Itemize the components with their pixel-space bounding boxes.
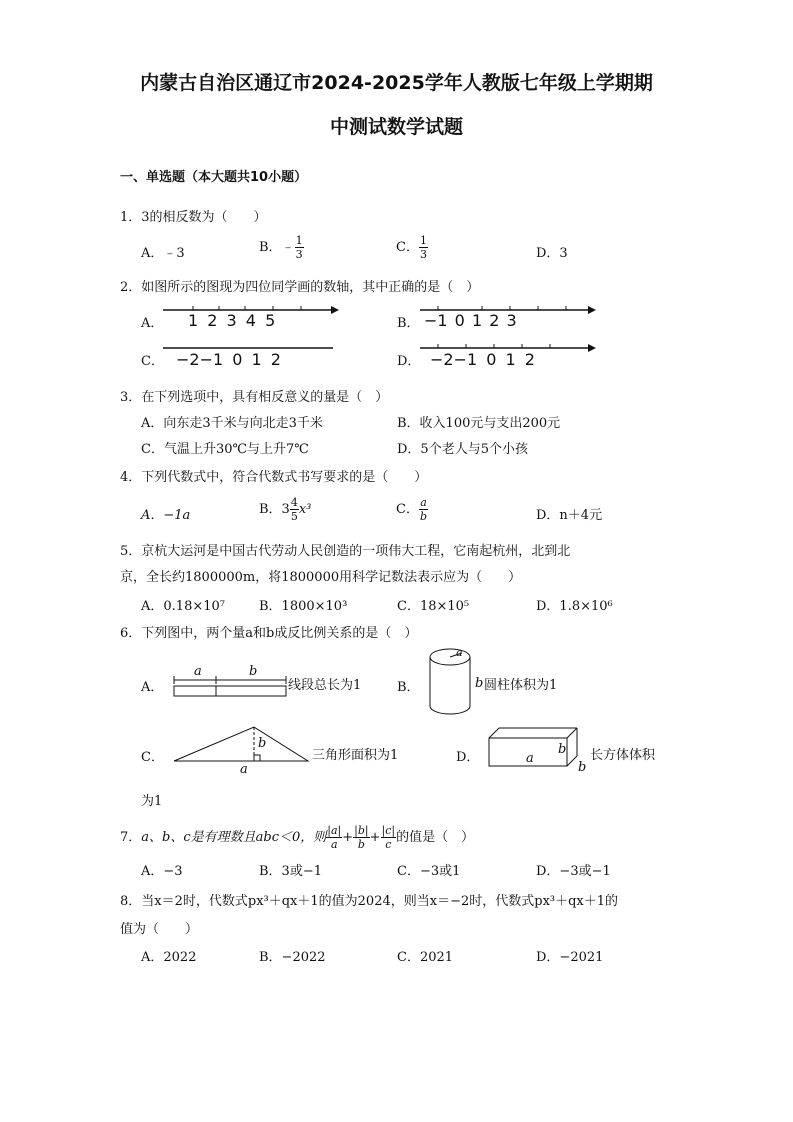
- section-heading: 一、单选题（本大题共10小题）: [120, 170, 308, 185]
- q8-option-b: B．−2022: [259, 950, 326, 965]
- cuboid-label-b2: b: [578, 760, 587, 775]
- q2-labels-c: −2−1 0 1 2: [176, 350, 281, 369]
- q6-stem: 6．下列图中，两个量a和b成反比例关系的是（ ）: [120, 626, 418, 641]
- q1-option-b: B．﹣ $\frac{1}{3}$: [259, 234, 303, 261]
- q8-option-d: D．−2021: [536, 950, 604, 965]
- q2-option-d: D．: [397, 354, 421, 369]
- q8-line2: 值为（ ）: [120, 922, 199, 937]
- cylinder-label-b: b: [475, 676, 484, 691]
- q6-option-b-text: 圆柱体积为1: [484, 678, 558, 693]
- q1-option-a: A．﹣3: [141, 246, 185, 261]
- q6-option-a: A．: [141, 680, 164, 695]
- page-title-line1: 内蒙古自治区通辽市2024-2025学年人教版七年级上学期期: [140, 72, 653, 94]
- q4-stem: 4．下列代数式中，符合代数式书写要求的是（ ）: [120, 470, 428, 485]
- q7-option-b: B．3或−1: [259, 864, 322, 879]
- q2-option-c: C．: [141, 354, 164, 369]
- q6-option-c: C．: [141, 750, 164, 765]
- triangle-diagram: [174, 724, 314, 764]
- q2-option-a: A．: [141, 316, 164, 331]
- q5-option-a: A．0.18×10⁷: [141, 599, 225, 614]
- q8-option-c: C．2021: [397, 950, 454, 965]
- segment-label-a: a: [194, 664, 202, 679]
- cylinder-label-a: a: [456, 646, 463, 659]
- cuboid-label-b1: b: [558, 742, 567, 757]
- q6-option-d-text2: 为1: [141, 794, 163, 809]
- q6-option-d: D．: [456, 750, 480, 765]
- segment-label-b: b: [249, 664, 258, 679]
- q5-line2: 京，全长约1800000m，将1800000用科学记数法表示应为（ ）: [120, 570, 522, 585]
- q6-option-c-text: 三角形面积为1: [312, 748, 399, 763]
- cuboid-label-a: a: [526, 751, 534, 766]
- q2-labels-a: 1 2 3 4 5: [188, 311, 276, 330]
- q1-option-c: C． $\frac{1}{3}$: [396, 234, 427, 261]
- q3-option-a: A．向东走3千米与向北走3千米: [141, 416, 323, 431]
- q5-option-d: D．1.8×10⁶: [536, 599, 613, 614]
- q8-line1: 8．当x＝2时，代数式px³＋qx＋1的值为2024，则当x＝−2时，代数式px³＋qx＋1的: [120, 894, 619, 909]
- q4-option-d: D．n＋4元: [536, 508, 603, 523]
- q3-option-b: B．收入100元与支出200元: [397, 416, 561, 431]
- q5-option-c: C．18×10⁵: [397, 599, 470, 614]
- q6-option-a-text: 线段总长为1: [288, 678, 362, 693]
- q2-option-b: B．: [397, 316, 420, 331]
- q4-option-c: C． $\frac{a}{b}$: [396, 496, 427, 523]
- q8-option-a: A．2022: [141, 950, 197, 965]
- q3-option-c: C．气温上升30℃与上升7℃: [141, 442, 309, 457]
- page-title-line2: 中测试数学试题: [329, 116, 463, 138]
- q1-option-d: D．3: [536, 246, 568, 261]
- q5-line1: 5．京杭大运河是中国古代劳动人民创造的一项伟大工程，它南起杭州，北到北: [120, 544, 571, 559]
- segment-diagram: [174, 664, 289, 698]
- q4-option-a: A．−1a: [141, 508, 191, 523]
- q2-labels-d: −2−1 0 1 2: [430, 350, 535, 369]
- q5-option-b: B．1800×10³: [259, 599, 348, 614]
- cylinder-diagram: [428, 648, 478, 718]
- q3-option-d: D．5个老人与5个小孩: [397, 442, 528, 457]
- q7-stem: 7．a、b、c是有理数且abc＜0，则 $\frac{|a|}{a}$ + $\frac{|b|}{b}$ + $\frac{|c|}{c}$ 的值是（ ）: [120, 824, 475, 851]
- triangle-label-b: b: [258, 736, 267, 751]
- q2-stem: 2．如图所示的图现为四位同学画的数轴，其中正确的是（ ）: [120, 280, 480, 295]
- q2-labels-b: −1 0 1 2 3: [424, 311, 517, 330]
- q4-option-b: B．3 $\frac{4}{5}$ x³: [259, 496, 312, 523]
- q3-stem: 3．在下列选项中，具有相反意义的量是（ ）: [120, 390, 389, 405]
- q1-stem: 1．3的相反数为（ ）: [120, 210, 267, 225]
- q7-option-c: C．−3或1: [397, 864, 461, 879]
- q6-option-b: B．: [397, 680, 420, 695]
- q6-option-d-text: 长方体体积: [590, 748, 656, 763]
- q7-option-d: D．−3或−1: [536, 864, 611, 879]
- q7-option-a: A．−3: [141, 864, 183, 879]
- triangle-label-a: a: [240, 762, 248, 777]
